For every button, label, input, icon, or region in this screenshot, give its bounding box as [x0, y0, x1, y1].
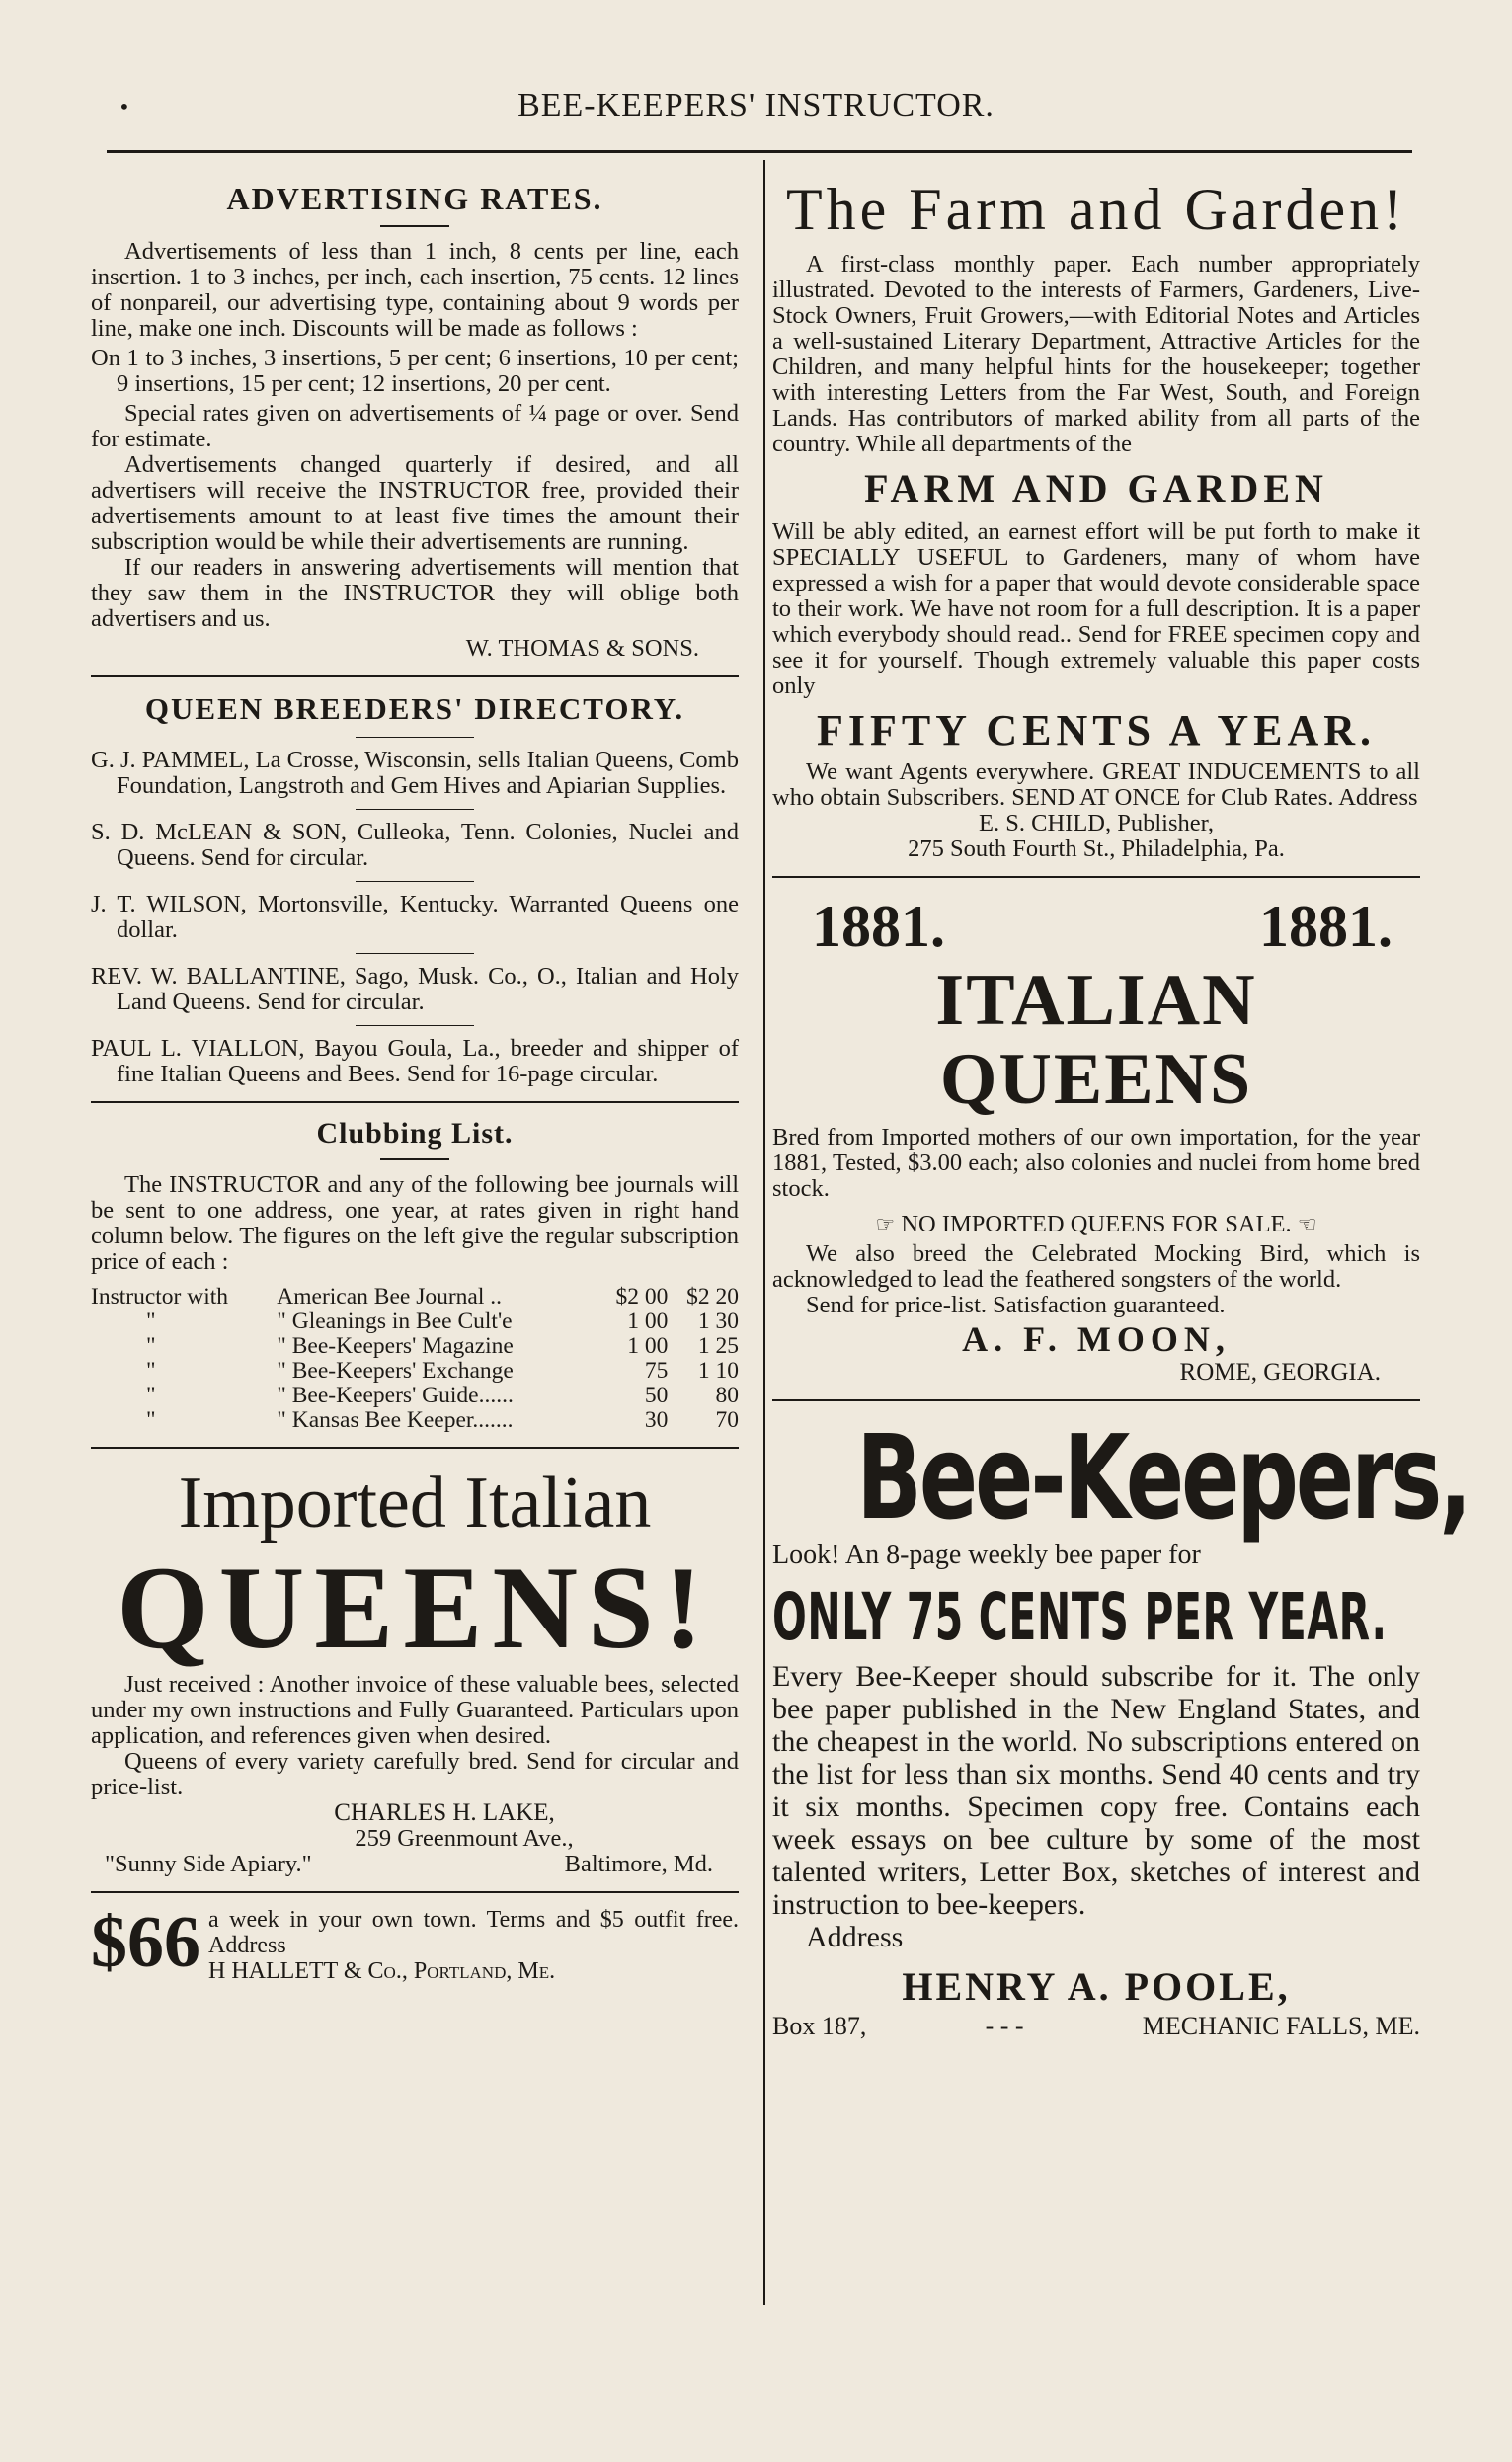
- moon-year-right: 1881.: [1259, 894, 1393, 959]
- club-price: $2 00: [615, 1284, 669, 1310]
- advertising-p1: Advertisements of less than 1 inch, 8 cents per line, each insertion. 1 to 3 inches, per inch, each insertion, 75 cents. 12 lines of nonpareil, our advertising type, containing about 9 words per line, make one inch. Discounts will be made as follows :: [91, 238, 739, 342]
- poole-city: MECHANIC FALLS, ME.: [1142, 2012, 1420, 2040]
- moon-notice-line: [772, 1212, 1420, 1237]
- lake-name: CHARLES H. LAKE,: [334, 1799, 555, 1826]
- club-rate: 70: [715, 1407, 739, 1433]
- club-cell: " Bee-Keepers' Guide......: [277, 1383, 514, 1408]
- hallett-amount: $66: [91, 1907, 200, 1983]
- club-cell: ": [146, 1383, 156, 1408]
- poole-name: HENRY A. POOLE,: [902, 1964, 1291, 2009]
- club-price: 1 00: [627, 1309, 669, 1334]
- club-cell: ": [146, 1407, 156, 1433]
- left-column: [91, 163, 739, 1984]
- farm-title: FARM AND GARDEN: [864, 466, 1328, 511]
- moon-year-left: 1881.: [812, 894, 945, 959]
- pointing-hand-icon: ☜: [1297, 1212, 1317, 1236]
- divider: [91, 1447, 739, 1449]
- poole-look: Look! An 8-page weekly bee paper for: [772, 1540, 1201, 1570]
- directory-entry: J. T. WILSON, Mortonsville, Kentucky. Warranted Queens one dollar.: [91, 891, 739, 943]
- divider: [772, 876, 1420, 878]
- pointing-hand-icon: ☞: [875, 1212, 896, 1236]
- advertising-p2: On 1 to 3 inches, 3 insertions, 5 per cent; 6 insertions, 10 per cent; 9 insertions, 15 per cent; 12 insertions, 20 per cent.: [91, 345, 739, 397]
- right-column: [772, 163, 1470, 2040]
- divider: [772, 1399, 1420, 1401]
- club-rate: $2 20: [686, 1284, 739, 1310]
- club-cell: " Bee-Keepers' Magazine: [277, 1333, 514, 1359]
- divider: [356, 881, 474, 882]
- club-price: 75: [644, 1358, 669, 1384]
- lake-headline-2: QUEENS!: [117, 1542, 713, 1673]
- divider: [91, 1891, 739, 1893]
- club-price: 30: [644, 1407, 669, 1433]
- directory-entry: S. D. McLEAN & SON, Culleoka, Tenn. Colonies, Nuclei and Queens. Send for circular.: [91, 819, 739, 871]
- hallett-advertisement: [91, 1907, 739, 1984]
- farm-price: FIFTY CENTS A YEAR.: [816, 706, 1377, 754]
- lake-headline-1: Imported Italian: [178, 1463, 652, 1544]
- clubbing-intro: The INSTRUCTOR and any of the following bee journals will be sent to one address, one year, at rates given in right hand column below. The figures on the left give the regular subscription price of each :: [91, 1171, 739, 1275]
- directory-entry: PAUL L. VIALLON, Bayou Goula, La., breeder and shipper of fine Italian Queens and Bees. Send for 16-page circular.: [91, 1035, 739, 1087]
- divider: [91, 1101, 739, 1103]
- club-cell: ": [146, 1358, 156, 1384]
- advertising-p4: Advertisements changed quarterly if desired, and all advertisers will receive the INSTRUCTOR free, provided their advertisements amount to at least five times the amount their subscription would be while their advertisements are running.: [91, 451, 739, 555]
- advertising-p3: Special rates given on advertisements of ¼ page or over. Send for estimate.: [91, 400, 739, 452]
- page-dot: •: [119, 95, 130, 119]
- moon-notice: NO IMPORTED QUEENS FOR SALE.: [901, 1211, 1292, 1237]
- club-rate: 1 10: [697, 1358, 739, 1384]
- hallett-text: a week in your own town. Terms and $5 outfit free. Address: [208, 1907, 739, 1958]
- moon-advertisement: [772, 892, 1420, 1386]
- divider: [356, 1025, 474, 1026]
- farm-p2: Will be ably edited, an earnest effort will be put forth to make it SPECIALLY USEFUL to Gardeners, many of whom have expressed a wish for a paper that would devote considerable space to their work. We have not room for a full description. It is a paper which everybody should read.. Send for FREE specimen copy and see it for yourself. Though extremely valuable this paper costs only: [772, 518, 1420, 699]
- clubbing-list-section: [91, 1117, 739, 1433]
- clubbing-table: [91, 1285, 739, 1433]
- moon-years: [772, 892, 1420, 961]
- column-rule: [763, 160, 765, 2305]
- divider: [91, 675, 739, 677]
- queen-breeders-directory: [91, 691, 739, 1087]
- directory-title: QUEEN BREEDERS' DIRECTORY.: [144, 691, 685, 726]
- poole-advertisement: [772, 1409, 1470, 2040]
- club-price: 50: [644, 1383, 669, 1408]
- moon-name: A. F. MOON,: [962, 1319, 1231, 1359]
- directory-entry: G. J. PAMMEL, La Crosse, Wisconsin, sells Italian Queens, Comb Foundation, Langstroth and Gem Hives and Apiarian Supplies.: [91, 747, 739, 799]
- moon-p2: We also breed the Celebrated Mocking Bird, which is acknowledged to lead the feathered songsters of the world.: [772, 1240, 1420, 1293]
- poole-price: ONLY 75 CENTS PER YEAR.: [772, 1579, 1388, 1655]
- moon-city: ROME, GEORGIA.: [1179, 1359, 1381, 1386]
- poole-body: Every Bee-Keeper should subscribe for it. The only bee paper published in the New England States, and the cheapest in the world. No subscriptions entered on the list for less than six months. Send 40 cents and try it six months. Specimen copy free. Contains each week essays on bee culture by some of the most talented writers, Letter Box, sketches of interest and instruction to bee-keepers.: [772, 1660, 1420, 1921]
- advertising-p5: If our readers in answering advertisements will mention that they saw them in the INSTRUCTOR they will oblige both advertisers and us.: [91, 554, 739, 632]
- lake-advertisement: [91, 1463, 739, 1877]
- farm-headline: The Farm and Garden!: [785, 177, 1407, 242]
- top-rule: [107, 150, 1412, 153]
- clubbing-title: Clubbing List.: [316, 1117, 514, 1150]
- moon-p1: Bred from Imported mothers of our own importation, for the year 1881, Tested, $3.00 each; also colonies and nuclei from home bred stock.: [772, 1124, 1420, 1202]
- farm-publisher: E. S. CHILD, Publisher,: [979, 810, 1214, 836]
- moon-headline: ITALIAN QUEENS: [935, 960, 1257, 1120]
- lake-p1: Just received : Another invoice of these valuable bees, selected under my own instructions and Fully Guaranteed. Particulars upon application, and references given when desired.: [91, 1671, 739, 1749]
- divider: [380, 1158, 449, 1160]
- club-cell: Instructor with: [91, 1284, 229, 1310]
- club-cell: " Gleanings in Bee Cult'e: [277, 1309, 513, 1334]
- farm-and-garden-advertisement: [772, 163, 1420, 862]
- club-cell: " Bee-Keepers' Exchange: [277, 1358, 514, 1384]
- lake-address: 259 Greenmount Ave.,: [355, 1825, 574, 1852]
- poole-box: Box 187,: [772, 2012, 867, 2040]
- lake-city: Baltimore, Md.: [564, 1851, 713, 1877]
- advertising-signature: W. THOMAS & SONS.: [465, 635, 699, 662]
- farm-address: 275 South Fourth St., Philadelphia, Pa.: [908, 835, 1285, 862]
- table-row: [91, 1310, 739, 1334]
- club-cell: " Kansas Bee Keeper.......: [277, 1407, 514, 1433]
- club-rate: 1 25: [697, 1333, 739, 1359]
- poole-headline: Bee-Keepers,: [856, 1409, 1470, 1546]
- lake-footer: [91, 1852, 739, 1877]
- moon-p3: Send for price-list. Satisfaction guaranteed.: [806, 1292, 1226, 1318]
- divider: [356, 809, 474, 810]
- table-row: [91, 1334, 739, 1359]
- lake-apiary: "Sunny Side Apiary.": [105, 1851, 312, 1877]
- club-price: 1 00: [627, 1333, 669, 1359]
- table-row: [91, 1384, 739, 1408]
- divider: [356, 737, 474, 738]
- table-row: [91, 1359, 739, 1384]
- table-row: [91, 1408, 739, 1433]
- farm-p1: A first-class monthly paper. Each number appropriately illustrated. Devoted to the interests of Farmers, Gardeners, Live-Stock Owners, Fruit Growers,—with Editorial Notes and Articles a well-sustained Literary Department, Attractive Articles for the Children, and many helpful hints for the housekeeper; together with interesting Letters from the Far West, South, and Foreign Lands. Has contributors of marked ability from all parts of the country. While all departments of the: [772, 251, 1420, 457]
- club-cell: ": [146, 1309, 156, 1334]
- poole-dashes: - - -: [985, 2012, 1024, 2040]
- farm-p3: We want Agents everywhere. GREAT INDUCEMENTS to all who obtain Subscribers. SEND AT ONCE for Club Rates. Address: [772, 758, 1420, 811]
- divider: [380, 225, 449, 227]
- running-head: BEE-KEEPERS' INSTRUCTOR.: [517, 87, 995, 123]
- poole-footer: [772, 2014, 1420, 2039]
- club-cell: American Bee Journal ..: [277, 1284, 503, 1310]
- lake-p2: Queens of every variety carefully bred. Send for circular and price-list.: [91, 1748, 739, 1800]
- advertising-rates-title: ADVERTISING RATES.: [226, 181, 603, 216]
- club-cell: ": [146, 1333, 156, 1359]
- advertising-rates-section: [91, 163, 739, 662]
- poole-address-label: Address: [806, 1921, 904, 1953]
- directory-entry: REV. W. BALLANTINE, Sago, Musk. Co., O., Italian and Holy Land Queens. Send for circular.: [91, 963, 739, 1015]
- divider: [356, 953, 474, 954]
- hallett-name: H HALLETT & Co., Portland, Me.: [208, 1958, 556, 1984]
- table-row: [91, 1285, 739, 1310]
- club-rate: 80: [715, 1383, 739, 1408]
- club-rate: 1 30: [697, 1309, 739, 1334]
